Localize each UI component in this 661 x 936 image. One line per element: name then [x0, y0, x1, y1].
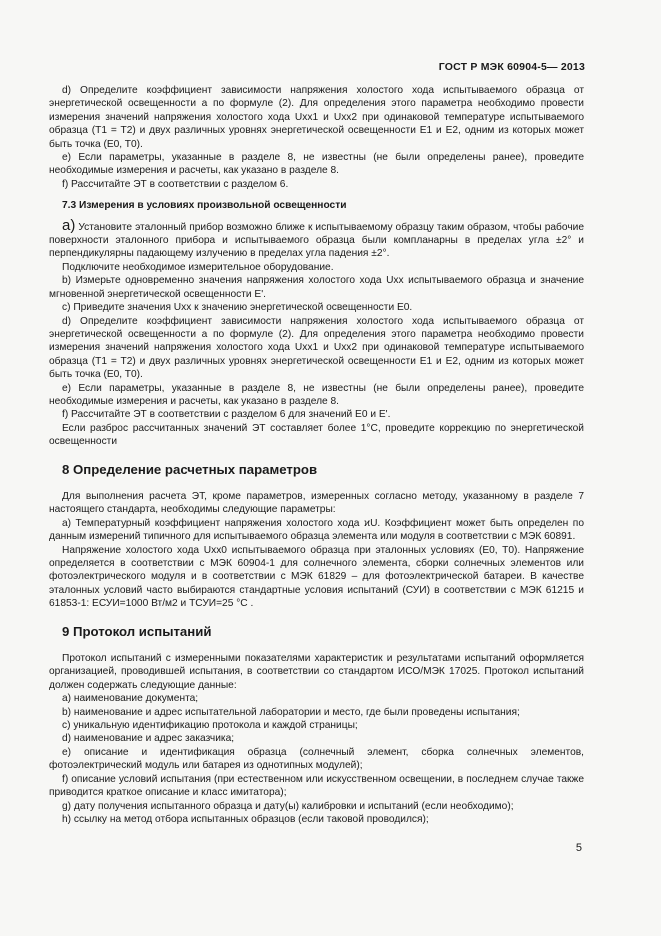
section-heading-8: 8 Определение расчетных параметров	[62, 461, 318, 477]
paragraph: Протокол испытаний с измеренными показателями характеристик и результатами испытаний оформляется организацией, проводившей испытания, в соответствии со стандартом ИСО/МЭК 17025. Протокол испытаний должен содержать следующие данные:	[49, 653, 584, 691]
paragraph: c) Приведите значения Uxx к значению энергетической освещенности E0.	[62, 302, 413, 314]
paragraph: f) Рассчитайте ЭТ в соответствии с разделом 6 для значений E0 и E'.	[62, 409, 391, 421]
paragraph: e) Если параметры, указанные в разделе 8, не известны (не были определены ранее), проведите необходимые измерения и расчеты, как указано в разделе 8.	[49, 382, 584, 407]
list-item: h) ссылку на метод отбора испытанных образцов (если таковой проводился);	[62, 813, 429, 825]
document-header: ГОСТ Р МЭК 60904-5— 2013	[438, 61, 585, 73]
list-item: a) наименование документа;	[62, 693, 199, 705]
paragraph: d) Определите коэффициент зависимости напряжения холостого хода испытываемого образца от энергетической освещенности a по формуле (2). Для определения этого параметра необходимо провести измерения значений напряжения холостого хода Uxx1 и Uxx2 при одинаковой температуре испытываемого образца (T1 = T2) и двух различных уровнях энергетической освещенности E1 и E2, одним из которых может быть точка (E0, T0).	[49, 85, 584, 150]
paragraph: b) Измерьте одновременно значения напряжения холостого хода Uxx испытываемого образца и значение мгновенной энергетической освещенности E'.	[49, 275, 584, 300]
paragraph: d) Определите коэффициент зависимости напряжения холостого хода испытываемого образца от энергетической освещенности a по формуле (2). Для определения этого параметра необходимо провести измерения значений напряжения холостого хода Uxx1 и Uxx2 при одинаковой температуре испытываемого образца (T1 = T2) и двух различных уровнях энергетической освещенности E1 и E2, одним из которых может быть точка (E0, T0).	[49, 315, 584, 381]
paragraph	[49, 216, 584, 261]
page-content	[49, 84, 584, 826]
page-number: 5	[575, 842, 582, 854]
list-marker: а)	[62, 216, 76, 234]
paragraph: a) Температурный коэффициент напряжения холостого хода ϰU. Коэффициент может быть определен по данным измерений типичного для испытываемого образца элемента или модуля в соответствии с МЭК 60891.	[49, 517, 584, 543]
section-heading-9: 9 Протокол испытаний	[62, 623, 212, 639]
list-item: b) наименование и адрес испытательной лаборатории и место, где были проведены испытания;	[62, 706, 520, 718]
list-item: d) наименование и адрес заказчика;	[62, 733, 235, 745]
paragraph-text: Установите эталонный прибор возможно ближе к испытываемому образцу таким образом, чтобы рабочие поверхности эталонного прибора и испытываемого образца были компланарны в пределах угла ±2° и перпендикулярны падающему излучению в пределах угла падения ±2°.	[49, 221, 584, 260]
paragraph: Если разброс рассчитанных значений ЭТ составляет более 1°С, проведите коррекцию по энергетической освещенности	[49, 422, 584, 448]
list-item: e) описание и идентификация образца (солнечный элемент, сборка солнечных элементов, фотоэлектрический модуль или батарея из однотипных модулей);	[49, 746, 584, 772]
paragraph: f) Рассчитайте ЭТ в соответствии с разделом 6.	[62, 178, 289, 190]
paragraph: Подключите необходимое измерительное оборудование.	[62, 261, 334, 273]
list-item: f) описание условий испытания (при естественном или искусственном освещении, в последнем случае также приводится краткое описание и класс имитатора);	[49, 773, 584, 799]
paragraph: e) Если параметры, указанные в разделе 8, не известны (не были определены ранее), проведите необходимые измерения и расчеты, как указано в разделе 8.	[49, 152, 584, 177]
paragraph: Напряжение холостого хода Uxx0 испытываемого образца при эталонных условиях (E0, T0). Напряжение определяется в соответствии с МЭК 60904-1 для солнечного элемента, сборки солнечных элементов или фотоэлектрического модуля и в соответствии с МЭК 61829 – для фотоэлектрической батареи. В качестве эталонных условий часто выбираются стандартные условия испытаний (СУИ) в соответствии с МЭК 61215 и 61853-1: EСУИ=1000 Вт/м2 и TСУИ=25 °С .	[49, 544, 584, 610]
list-item: g) дату получения испытанного образца и дату(ы) калибровки и испытаний (если необходимо);	[62, 800, 514, 812]
section-heading-7-3: 7.3 Измерения в условиях произвольной освещенности	[62, 200, 347, 212]
paragraph: Для выполнения расчета ЭТ, кроме параметров, измеренных согласно методу, указанному в разделе 7 настоящего стандарта, необходимы следующие параметры:	[49, 490, 584, 516]
list-item: c) уникальную идентификацию протокола и каждой страницы;	[62, 720, 358, 732]
